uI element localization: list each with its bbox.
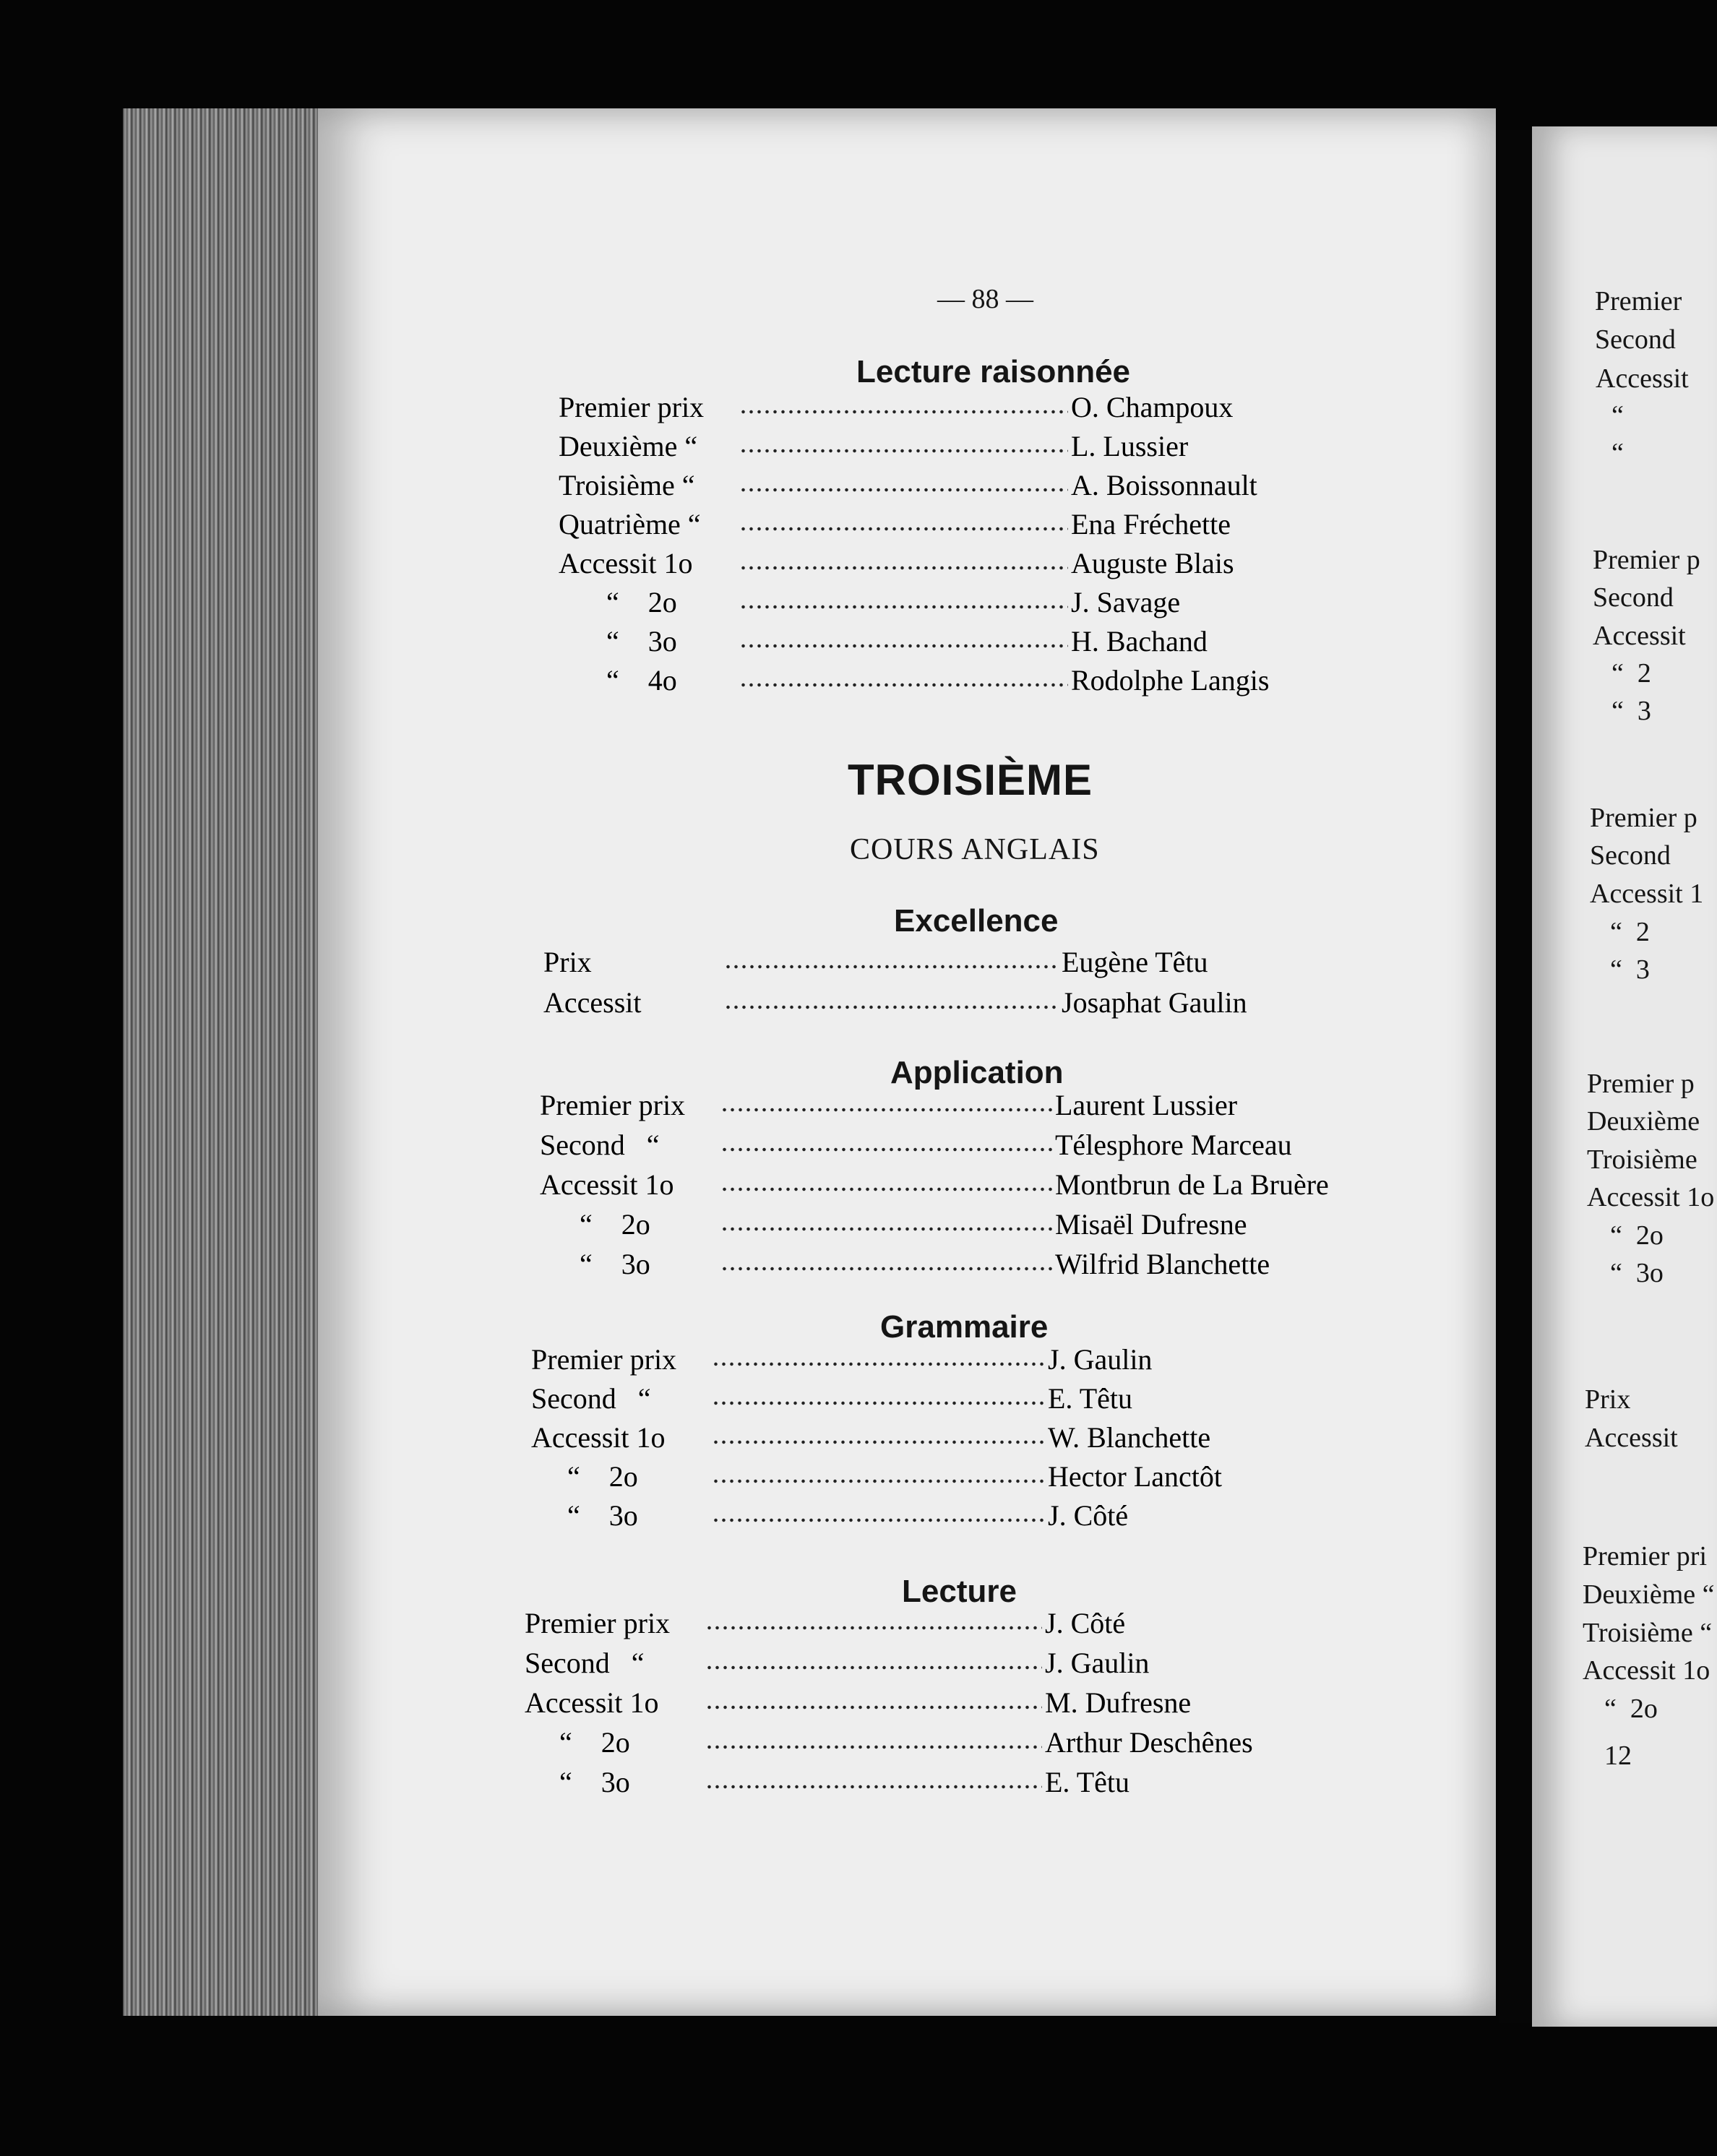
recipient-name: E. Têtu <box>1045 1766 1130 1798</box>
section-title-lecture-raisonnee: Lecture raisonnée <box>856 354 1131 389</box>
prize-row <box>531 1381 1351 1419</box>
right-page-line: “ 2o <box>1610 1220 1664 1251</box>
recipient-name: H. Bachand <box>1071 625 1208 657</box>
right-page-line: Troisième <box>1587 1144 1697 1175</box>
recipient-name: E. Têtu <box>1048 1382 1133 1415</box>
prize-rank-label: Accessit 1o <box>525 1686 659 1719</box>
prize-rank-label: Accessit <box>543 986 642 1019</box>
prize-rank-label: “ 3o <box>580 1248 650 1280</box>
prize-row <box>606 585 1374 623</box>
book-gutter <box>1499 130 1536 2023</box>
right-page-line: Accessit <box>1596 363 1689 394</box>
course-title: COURS ANGLAIS <box>850 833 1100 866</box>
prize-row <box>559 468 1374 506</box>
right-page-line: Premier pri <box>1583 1541 1708 1571</box>
recipient-name: W. Blanchette <box>1048 1421 1211 1454</box>
right-page-line: “ 2 <box>1610 917 1650 947</box>
right-page-line: “ 2o <box>1604 1694 1658 1724</box>
leader-dots <box>739 487 1068 493</box>
leader-dots <box>705 1665 1042 1670</box>
prize-rank-label: Prix <box>543 946 592 978</box>
leader-dots <box>712 1361 1045 1367</box>
leader-dots <box>720 1266 1052 1272</box>
recipient-name: J. Gaulin <box>1048 1343 1153 1376</box>
leader-dots <box>739 526 1068 532</box>
leader-dots <box>724 1004 1059 1010</box>
section-title-application: Application <box>890 1055 1064 1090</box>
recipient-name: Josaphat Gaulin <box>1062 986 1247 1019</box>
prize-row <box>540 1128 1359 1165</box>
book-page-edges <box>123 108 332 2016</box>
page-number: — 88 — <box>937 284 1033 314</box>
leader-dots <box>739 682 1068 688</box>
prize-rank-label: “ 2o <box>559 1726 630 1759</box>
prize-row <box>559 507 1374 545</box>
section-title-excellence: Excellence <box>894 903 1059 939</box>
prize-row <box>540 1168 1359 1205</box>
prize-row <box>531 1420 1351 1458</box>
leader-dots <box>712 1439 1045 1445</box>
recipient-name: Arthur Deschênes <box>1045 1726 1253 1759</box>
prize-row <box>567 1459 1351 1497</box>
leader-dots <box>720 1107 1052 1113</box>
prize-row <box>559 390 1374 428</box>
prize-row <box>559 546 1374 584</box>
leader-dots <box>705 1784 1042 1790</box>
right-page-line: Accessit 1 <box>1590 879 1704 909</box>
recipient-name: J. Côté <box>1048 1499 1129 1532</box>
leader-dots <box>739 565 1068 571</box>
prize-rank-label: Premier prix <box>531 1343 677 1376</box>
leader-dots <box>720 1147 1052 1152</box>
right-page-line: Second <box>1590 840 1671 871</box>
recipient-name: Ena Fréchette <box>1071 508 1231 540</box>
prize-rank-label: “ 3o <box>559 1766 630 1798</box>
recipient-name: Télesphore Marceau <box>1055 1129 1292 1161</box>
right-page-line: Deuxième <box>1587 1106 1700 1137</box>
prize-row <box>543 986 1365 1023</box>
leader-dots <box>712 1517 1045 1523</box>
prize-row <box>606 663 1374 701</box>
right-page-line: Accessit <box>1585 1423 1678 1453</box>
recipient-name: M. Dufresne <box>1045 1686 1192 1719</box>
leader-dots <box>720 1226 1052 1232</box>
prize-rank-label: “ 3o <box>567 1499 638 1532</box>
prize-row <box>559 1765 1348 1803</box>
prize-rank-label: Troisième “ <box>559 469 695 501</box>
leader-dots <box>739 448 1068 454</box>
right-page-line: Second <box>1595 324 1676 355</box>
prize-rank-label: Second “ <box>540 1129 660 1161</box>
right-page-line: Prix <box>1585 1384 1631 1415</box>
prize-rank-label: Accessit 1o <box>559 547 693 579</box>
leader-dots <box>720 1186 1052 1192</box>
leader-dots <box>705 1704 1042 1710</box>
prize-row <box>525 1646 1348 1683</box>
prize-row <box>606 624 1374 662</box>
right-page-partial <box>1532 126 1717 2027</box>
right-page-line: 12 <box>1604 1741 1632 1771</box>
leader-dots <box>724 964 1059 970</box>
right-page-line: Accessit <box>1593 621 1686 651</box>
prize-rank-label: Second “ <box>525 1647 645 1679</box>
prize-row <box>525 1686 1348 1723</box>
right-page-line: Premier p <box>1593 545 1700 575</box>
prize-rank-label: “ 2o <box>606 586 677 618</box>
leader-dots <box>712 1478 1045 1484</box>
class-title: TROISIÈME <box>848 756 1093 804</box>
section-title-grammaire: Grammaire <box>880 1309 1049 1345</box>
right-page-line: “ <box>1611 438 1624 468</box>
leader-dots <box>705 1625 1042 1631</box>
prize-rank-label: Accessit 1o <box>540 1168 674 1201</box>
right-page-line: “ 3 <box>1611 696 1651 726</box>
right-page-line: Accessit 1o <box>1587 1182 1715 1212</box>
prize-row <box>531 1342 1351 1380</box>
prize-row <box>559 429 1374 467</box>
prize-row <box>543 945 1365 983</box>
recipient-name: Auguste Blais <box>1071 547 1234 579</box>
prize-rank-label: Premier prix <box>540 1089 686 1121</box>
right-page-line: “ <box>1611 400 1624 431</box>
prize-rank-label: Deuxième “ <box>559 430 698 462</box>
prize-row <box>559 1725 1348 1763</box>
left-page <box>318 108 1496 2016</box>
recipient-name: Laurent Lussier <box>1055 1089 1238 1121</box>
recipient-name: O. Champoux <box>1071 391 1234 423</box>
right-page-line: Premier p <box>1587 1069 1695 1099</box>
leader-dots <box>712 1400 1045 1406</box>
prize-row <box>567 1499 1351 1536</box>
right-page-line: Accessit 1o <box>1583 1655 1710 1686</box>
prize-rank-label: Premier prix <box>525 1607 671 1639</box>
recipient-name: Misaël Dufresne <box>1055 1208 1247 1241</box>
prize-row <box>580 1247 1359 1285</box>
prize-rank-label: Second “ <box>531 1382 651 1415</box>
recipient-name: L. Lussier <box>1071 430 1189 462</box>
recipient-name: Rodolphe Langis <box>1071 664 1270 697</box>
prize-rank-label: “ 4o <box>606 664 677 697</box>
right-page-line: “ 2 <box>1611 658 1651 689</box>
recipient-name: Montbrun de La Bruère <box>1055 1168 1329 1201</box>
prize-rank-label: “ 2o <box>580 1208 650 1241</box>
right-page-line: Premier <box>1595 286 1682 316</box>
leader-dots <box>739 643 1068 649</box>
right-page-line: Troisième “ <box>1583 1618 1713 1648</box>
prize-row <box>540 1088 1359 1126</box>
prize-row <box>525 1606 1348 1644</box>
right-page-line: “ 3o <box>1610 1258 1664 1288</box>
prize-rank-label: “ 3o <box>606 625 677 657</box>
leader-dots <box>705 1744 1042 1750</box>
right-page-line: Second <box>1593 582 1674 613</box>
prize-rank-label: Premier prix <box>559 391 705 423</box>
recipient-name: J. Gaulin <box>1045 1647 1150 1679</box>
recipient-name: A. Boissonnault <box>1071 469 1257 501</box>
right-page-line: “ 3 <box>1610 954 1650 985</box>
prize-rank-label: “ 2o <box>567 1460 638 1493</box>
right-page-line: Deuxième “ <box>1583 1579 1715 1610</box>
leader-dots <box>739 409 1068 415</box>
leader-dots <box>739 604 1068 610</box>
recipient-name: Hector Lanctôt <box>1048 1460 1222 1493</box>
recipient-name: J. Côté <box>1045 1607 1126 1639</box>
recipient-name: Wilfrid Blanchette <box>1055 1248 1270 1280</box>
section-title-lecture: Lecture <box>902 1574 1017 1609</box>
prize-row <box>580 1207 1359 1245</box>
prize-rank-label: Accessit 1o <box>531 1421 666 1454</box>
prize-rank-label: Quatrième “ <box>559 508 701 540</box>
recipient-name: Eugène Têtu <box>1062 946 1208 978</box>
right-page-line: Premier p <box>1590 803 1697 833</box>
recipient-name: J. Savage <box>1071 586 1181 618</box>
